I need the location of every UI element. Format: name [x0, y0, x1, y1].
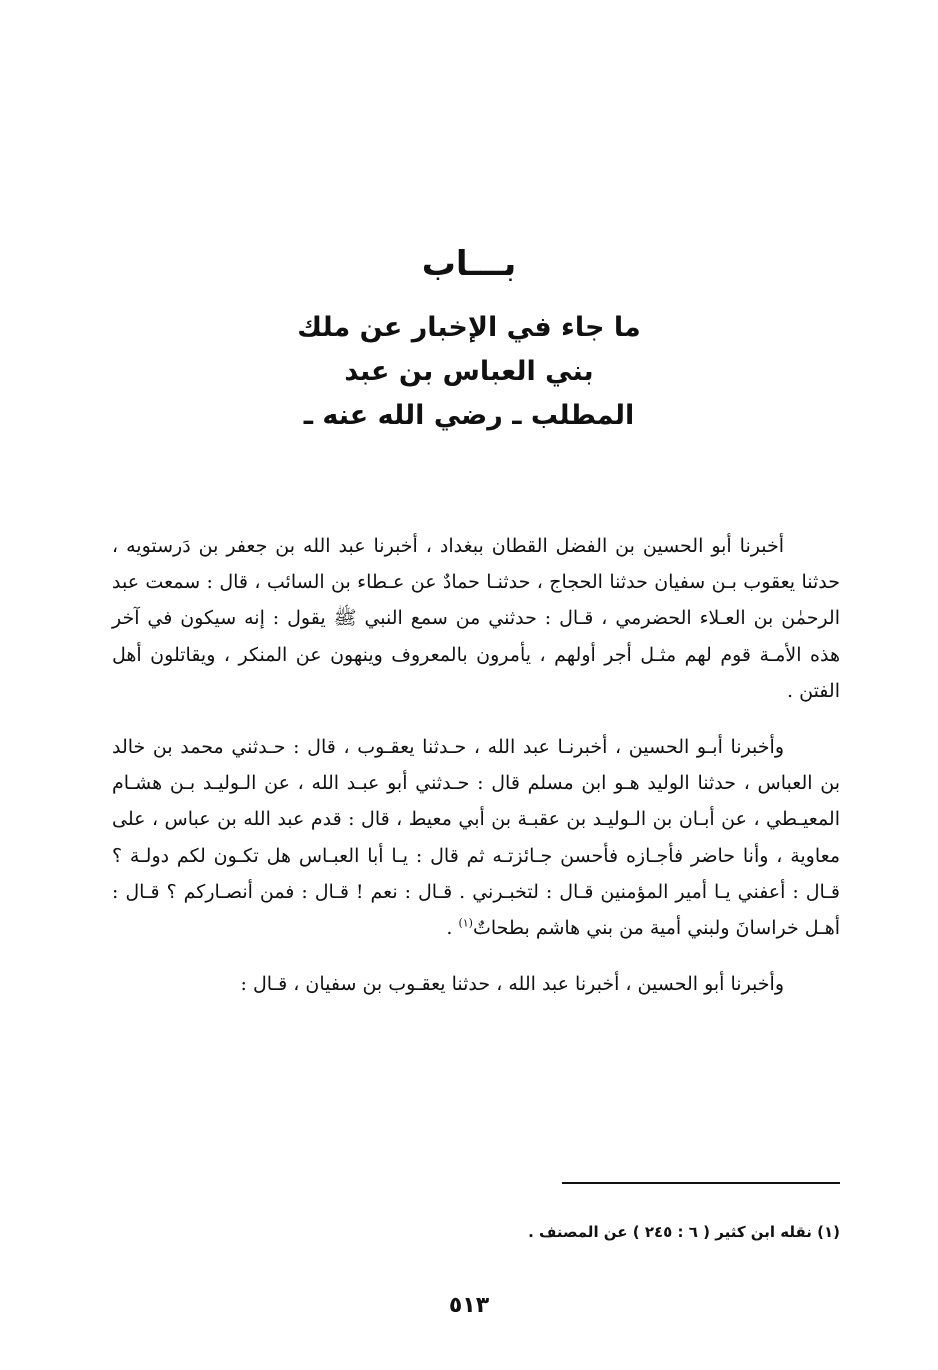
paragraph: [112, 729, 840, 946]
main-text: [112, 528, 840, 1002]
footnote: (١) نقله ابن كثير ( ٦ : ٢٤٥ ) عن المصنف .: [528, 1223, 840, 1241]
paragraph-text: وأخبرنا أبـو الحسين ، أخبرنـا عبد الله ، حـدثنا يعقـوب ، قال : حـدثني محمد بن خالد بن العباس ، حدثنا الوليد هـو ابن مسلم قال : حـدثني أبو عبـد الله ، عن الـوليـد بـن هشـام المعيـطي ، عن أبـان بن الـوليـد بن عقبـة بن أبي معيط ، قال : قدم عبد الله بن عباس ، على معاوية ، وأنا حاضر فأجـازه فأحسن جـائزتـه ثم قال : يـا أبا العبـاس هل تكـون لكم دولـة ؟ قـال : أعفني يـا أمير المؤمنين قـال : لتخبـرني . قـال : نعم ! قـال : فمن أنصـاركم ؟ قـال : أهـل خراسانَ ولبني أمية من بني هاشم بطحاتٌ: [112, 736, 840, 940]
footnote-divider: [562, 1182, 840, 1184]
page-number: ٥١٣: [448, 1293, 490, 1318]
paragraph-text: وأخبرنا أبو الحسين ، أخبرنا عبد الله ، حدثنا يعقـوب بن سفيان ، قـال :: [240, 973, 784, 996]
paragraph-text-end: .: [446, 917, 459, 940]
paragraph: [112, 966, 840, 1002]
chapter-heading: بـــاب: [421, 244, 517, 284]
paragraph: [112, 528, 840, 709]
chapter-title-line: ما جاء في الإخبار عن ملك: [297, 312, 641, 343]
chapter-title: [219, 306, 719, 438]
footnote-reference[interactable]: (١): [458, 916, 473, 930]
chapter-title-line: بني العباس بن عبد: [344, 356, 594, 387]
chapter-title-line: المطلب ـ رضي الله عنه ـ: [303, 400, 635, 431]
paragraph-text: أخبرنا أبو الحسين بن الفضل القطان ببغداد ، أخبرنا عبد الله بن جعفر بن دَرستويه ، حدثنا يعقوب بـن سفيان حدثنا الحجاج ، حدثنـا حمادٌ عن عـطاء بن السائب ، قال : سمعت عبد الرحمٰن بن العـلاء الحضرمي ، قـال : حدثني من سمع النبي ﷺ يقول : إنه سيكون في آخر هذه الأمـة قوم لهم مثـل أجر أولهم ، يأمرون بالمعروف وينهون عن المنكر ، ويقاتلون أهل الفتن .: [112, 535, 840, 702]
